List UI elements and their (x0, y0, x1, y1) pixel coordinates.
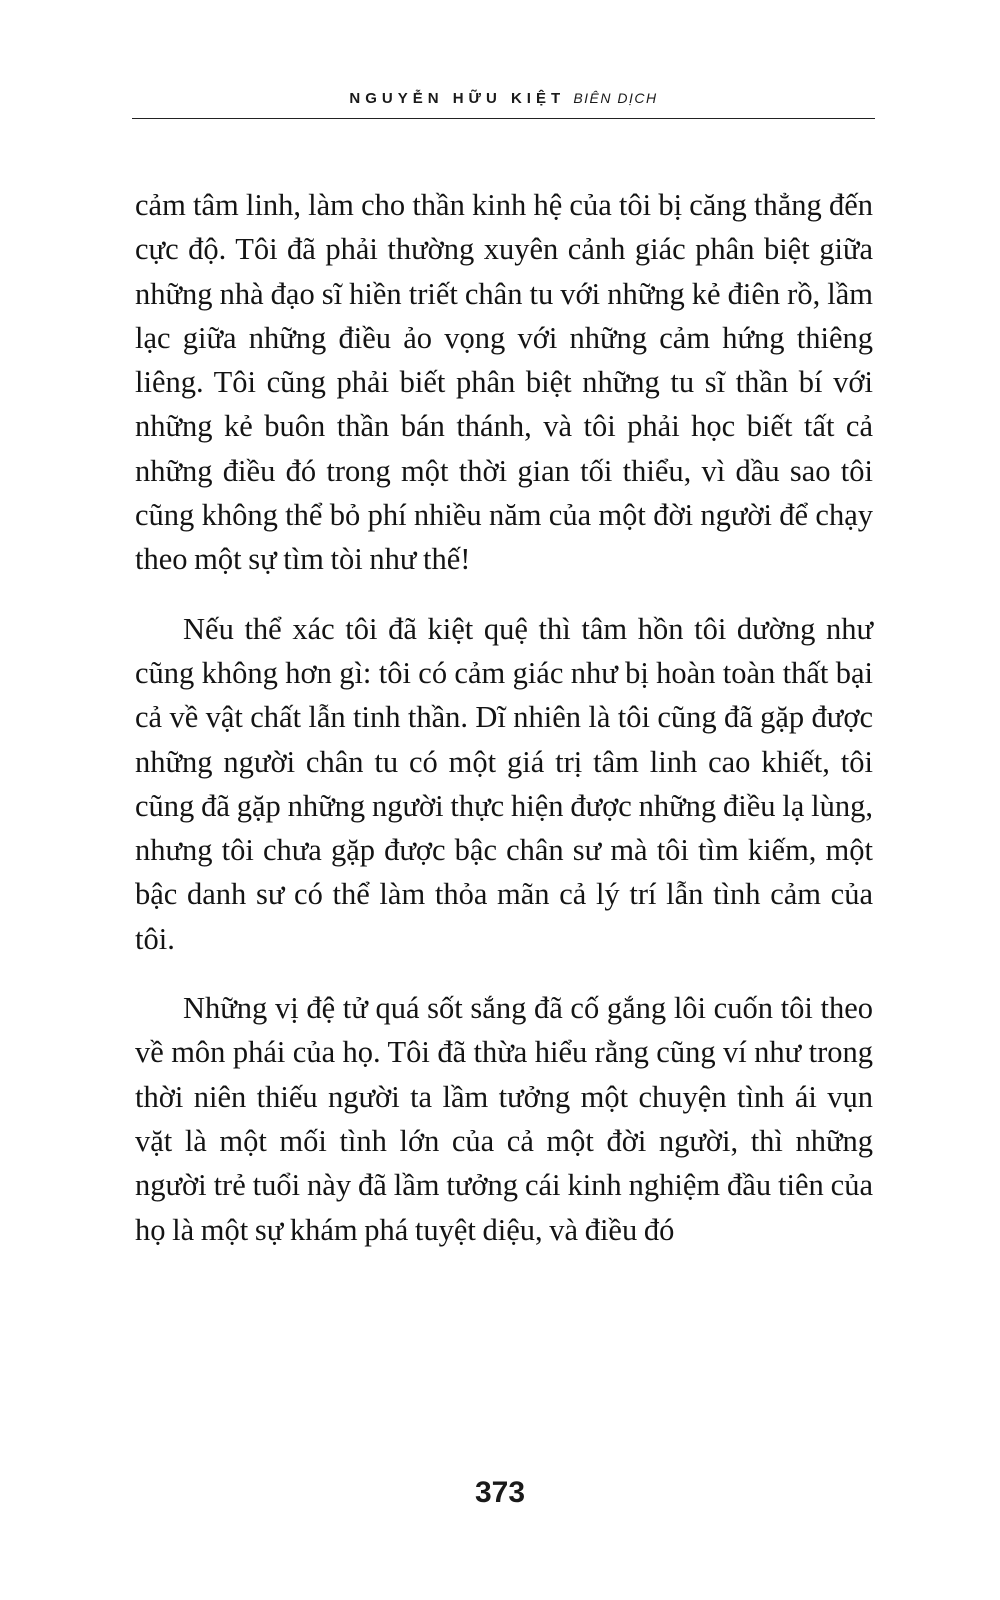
header-role: BIÊN DỊCH (573, 90, 658, 106)
running-header (132, 88, 875, 109)
paragraph-3: Những vị đệ tử quá sốt sắng đã cố gắng lôi cuốn tôi theo về môn phái của họ. Tôi đã thừa hiểu rằng cũng ví như trong thời niên thiếu người ta lầm tưởng một chuyện tình ái vụn vặt là một mối tình lớn của cả một đời người, thì những người trẻ tuổi này đã lầm tưởng cái kinh nghiệm đầu tiên của họ là một sự khám phá tuyệt diệu, và điều đó (135, 991, 873, 1247)
paragraph-2: Nếu thể xác tôi đã kiệt quệ thì tâm hồn tôi dường như cũng không hơn gì: tôi có cảm giác như bị hoàn toàn thất bại cả về vật chất lẫn tinh thần. Dĩ nhiên là tôi cũng đã gặp được những người chân tu có một giá trị tâm linh cao khiết, tôi cũng đã gặp những người thực hiện được những điều lạ lùng, nhưng tôi chưa gặp được bậc chân sư mà tôi tìm kiếm, một bậc danh sư có thể làm thỏa mãn cả lý trí lẫn tình cảm của tôi. (135, 611, 873, 956)
paragraph-1: cảm tâm linh, làm cho thần kinh hệ của tôi bị căng thẳng đến cực độ. Tôi đã phải thường xuyên cảnh giác phân biệt giữa những nhà đạo sĩ hiền triết chân tu với những kẻ điên rồ, lầm lạc giữa những điều ảo vọng với những cảm hứng thiêng liêng. Tôi cũng phải biết phân biệt những tu sĩ thần bí với những kẻ buôn thần bán thánh, và tôi phải học biết tất cả những điều đó trong một thời gian tối thiểu, vì dầu sao tôi cũng không thể bỏ phí nhiều năm của một đời người để chạy theo một sự tìm tòi như thế! (135, 188, 873, 577)
body-text (135, 183, 873, 1252)
page-number: 373 (474, 1476, 526, 1509)
header-divider (132, 118, 875, 119)
header-author: NGUYỄN HỮU KIỆT (349, 90, 566, 107)
